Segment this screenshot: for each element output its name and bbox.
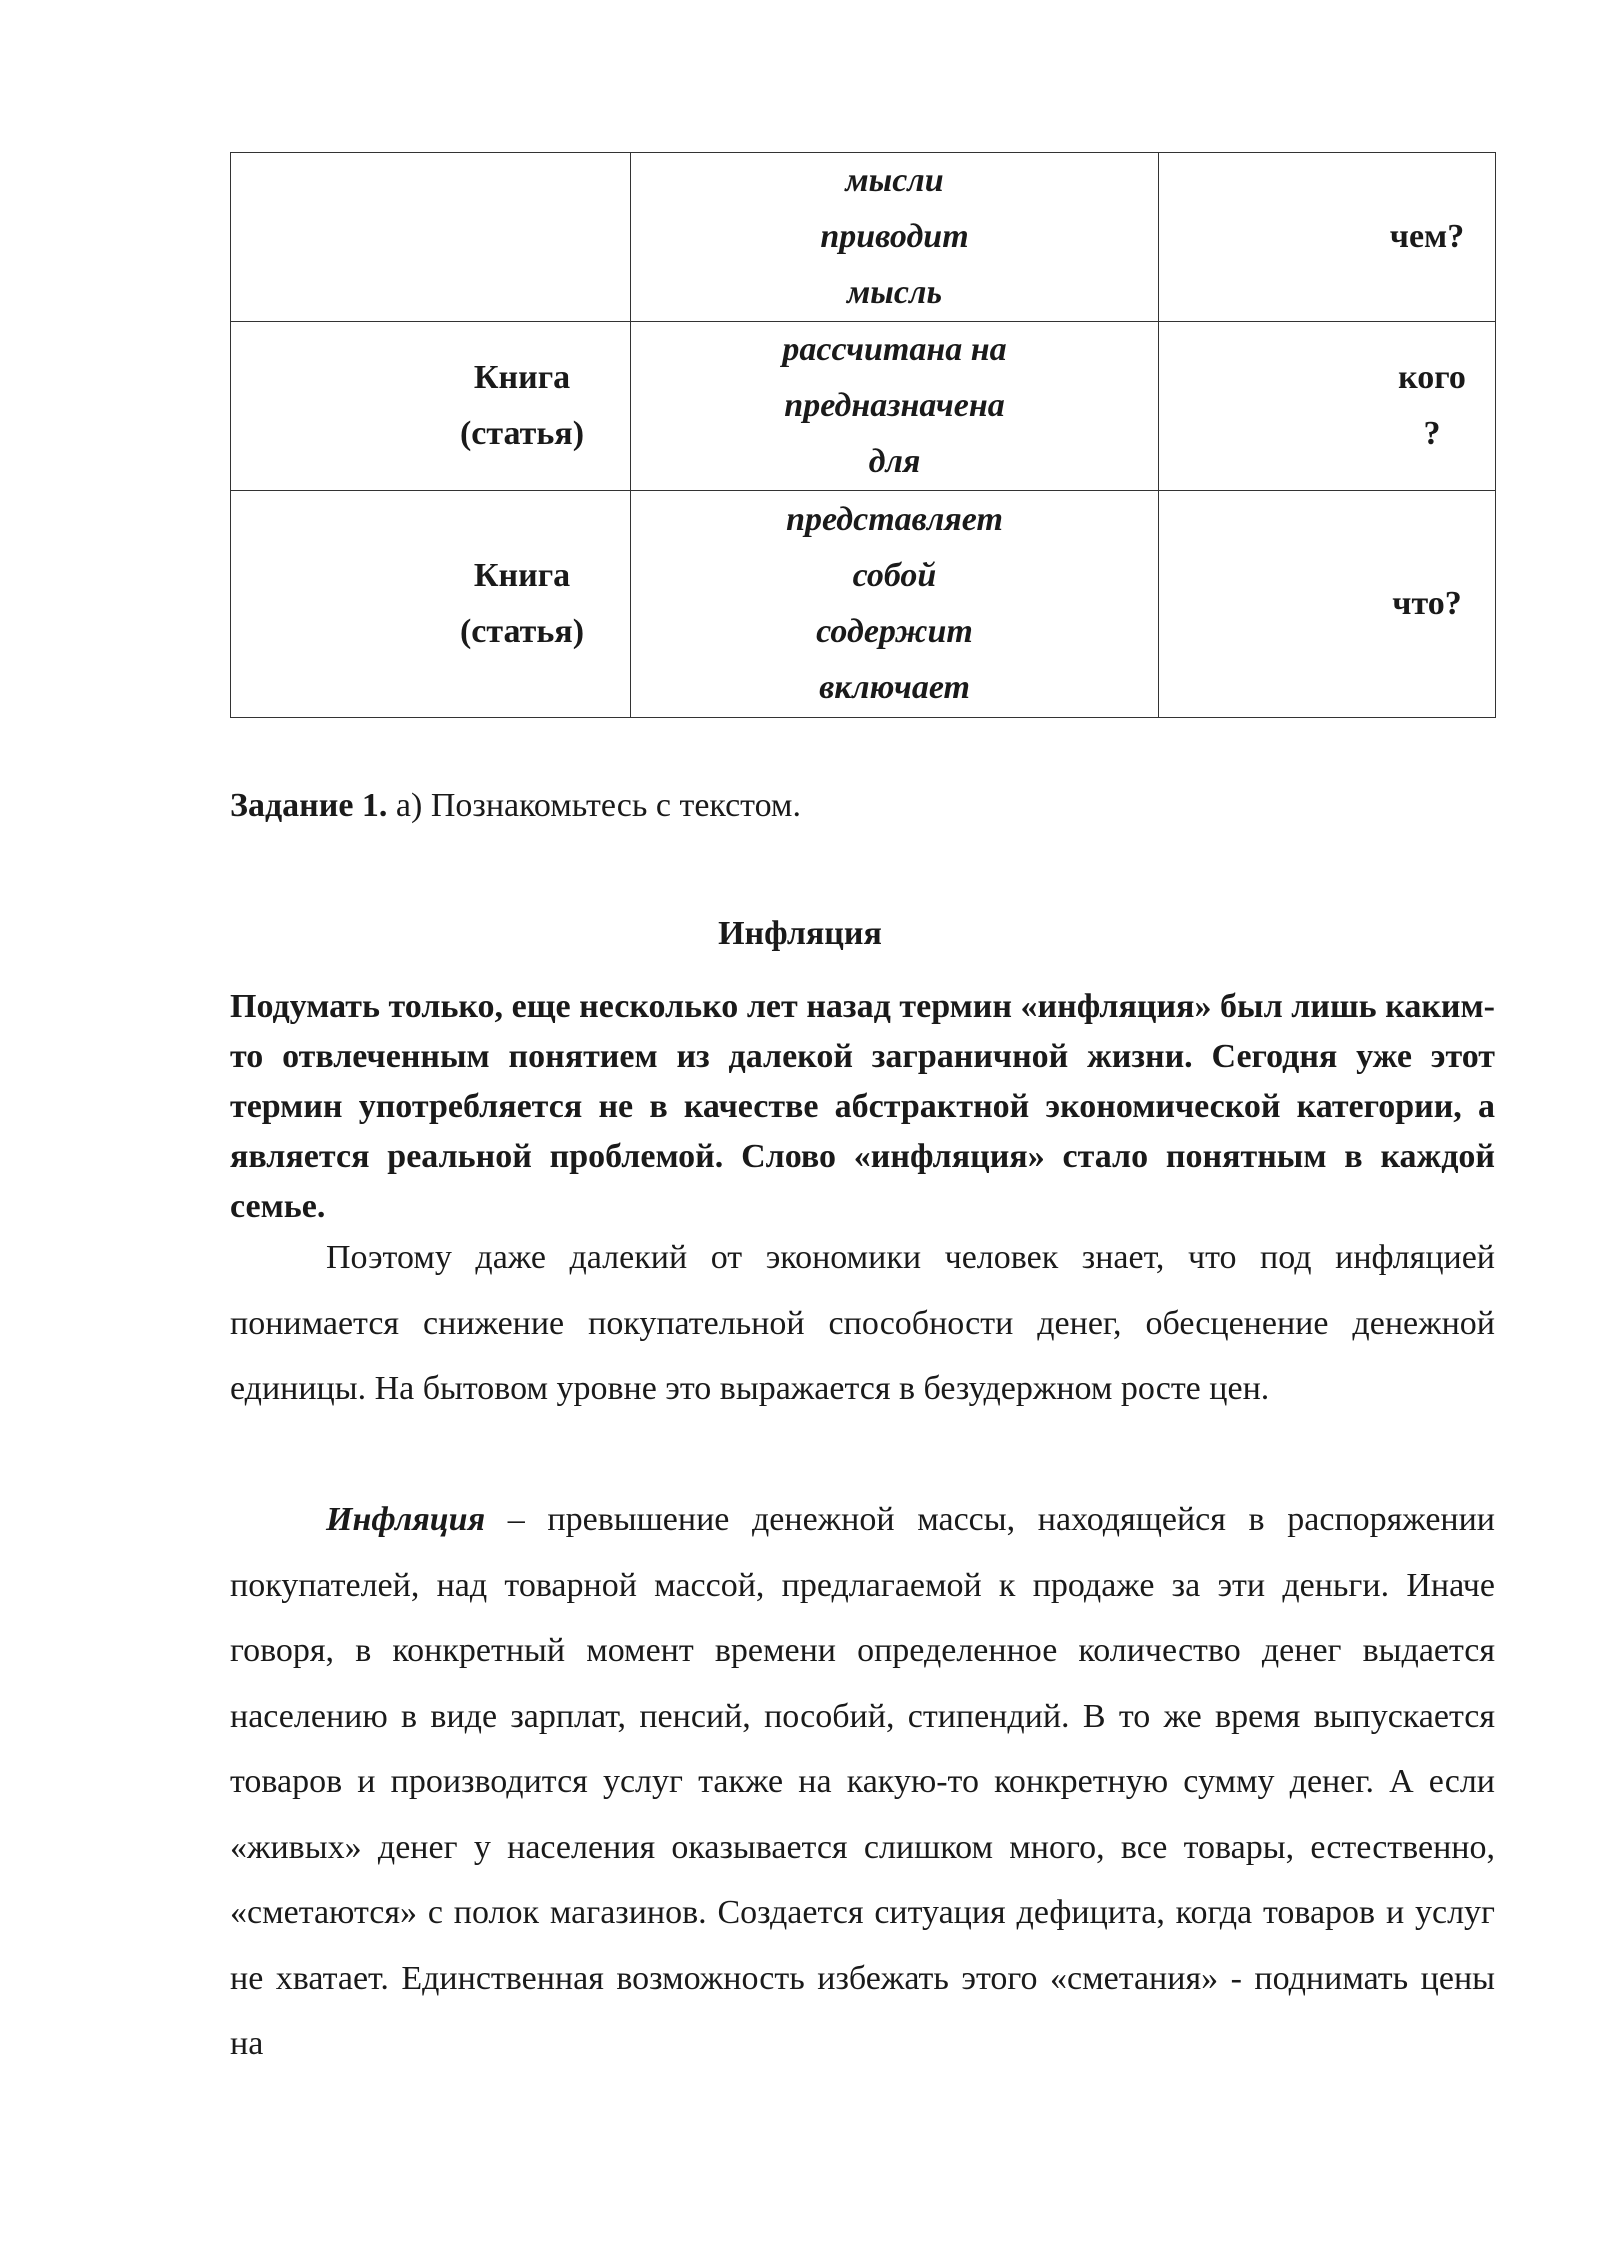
table-row xyxy=(231,322,1496,491)
verb-text: содержит xyxy=(816,613,973,650)
verb-text: мысль xyxy=(847,274,942,311)
table-cell-verbs xyxy=(631,322,1159,491)
question-text: кого xyxy=(1398,359,1466,396)
table-cell-subject xyxy=(231,491,631,718)
verb-text: представляет xyxy=(786,501,1003,538)
table-cell-question xyxy=(1159,491,1496,718)
verb-text: рассчитана на xyxy=(782,331,1007,368)
task-text: а) Познакомьтесь с текстом. xyxy=(387,787,801,824)
subject-text: (статья) xyxy=(459,613,585,650)
table-cell-question xyxy=(1159,322,1496,491)
table-cell-verbs xyxy=(631,153,1159,322)
lead-paragraph: Подумать только, еще несколько лет назад термин «инфляция» был лишь каким-то отвлеченным понятием из далекой заграничной жизни. Сегодня уже этот термин употребляется не в качестве абстрактной экономической категории, а является реальной проблемой. Слово «инфляция» стало понятным в каждой семье. xyxy=(230,988,1495,1225)
question-text: чем? xyxy=(1389,218,1465,255)
definition-text: – превышение денежной массы, находящейся в распоряжении покупателей, над товарной массой, предлагаемой к продаже за эти деньги. Иначе говоря, в конкретный момент времени определенное количество денег выдается населению в виде зарплат, пенсий, пособий, стипендий. В то же время выпускается товаров и производится услуг также на какую-то конкретную сумму денег. А если «живых» денег у населения оказывается слишком много, все товары, естественно, «сметаются» с полок магазинов. Создается ситуация дефицита, когда товаров и услуг не хватает. Единственная возможность избежать этого «сметания» - поднимать цены на xyxy=(230,1501,1495,2062)
table-cell-subject xyxy=(231,153,631,322)
table-row xyxy=(231,153,1496,322)
definition-paragraph xyxy=(230,1487,1495,2077)
verb-text: собой xyxy=(852,557,937,594)
table-cell-subject xyxy=(231,322,631,491)
verb-text: мысли xyxy=(845,162,944,199)
subject-text: (статья) xyxy=(459,415,585,452)
subject-text: Книга xyxy=(473,359,571,396)
defined-term: Инфляция xyxy=(326,1501,486,1538)
task-label: Задание 1. xyxy=(230,787,388,824)
section-heading: Инфляция xyxy=(718,915,882,952)
body-paragraph: Поэтому даже далекий от экономики человек знает, что под инфляцией понимается снижение покупательной способности денег, обесценение денежной единицы. На бытовом уровне это выражается в безудержном росте цен. xyxy=(230,1239,1495,1407)
verb-text: включает xyxy=(819,669,970,706)
verb-text: для xyxy=(868,443,921,480)
table-row xyxy=(231,491,1496,718)
subject-text: Книга xyxy=(473,557,571,594)
table-cell-question xyxy=(1159,153,1496,322)
verb-text: предназначена xyxy=(784,387,1005,424)
question-text: ? xyxy=(1423,415,1441,452)
verb-text: приводит xyxy=(820,218,969,255)
task-instruction xyxy=(230,778,801,834)
table-cell-verbs xyxy=(631,491,1159,718)
word-usage-table xyxy=(230,152,1496,718)
question-text: что? xyxy=(1392,585,1462,622)
